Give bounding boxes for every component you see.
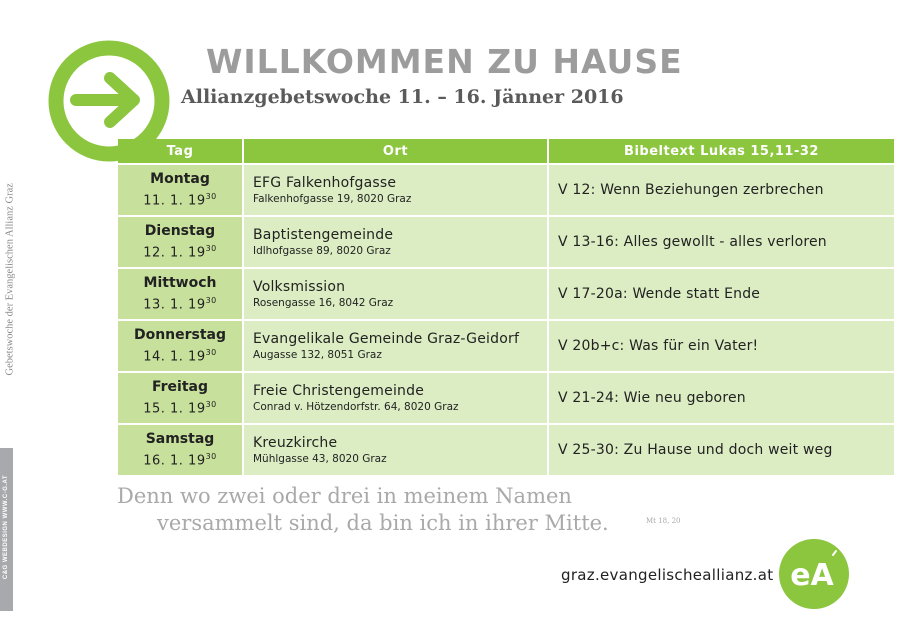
page-subtitle: Allianzgebetswoche 11. – 16. Jänner 2016	[181, 86, 624, 108]
bibletext-cell: V 25-30: Zu Hause und doch weit weg	[548, 424, 894, 475]
table-row	[118, 372, 894, 424]
column-header-place: Ort	[243, 139, 548, 164]
day-cell	[118, 320, 243, 372]
place-cell	[243, 372, 548, 424]
place-name: Freie Christengemeinde	[253, 383, 425, 399]
day-cell	[118, 216, 243, 268]
place-name: Volksmission	[253, 279, 346, 295]
table-header-row	[118, 139, 894, 164]
bibletext-cell: V 21-24: Wie neu geboren	[548, 372, 894, 424]
place-cell	[243, 216, 548, 268]
place-name: EFG Falkenhofgasse	[253, 175, 397, 191]
bibletext-cell: V 13-16: Alles gewollt - alles verloren	[548, 216, 894, 268]
sidebar-vertical-text: Gebetswoche der Evangelischen Allianz Graz	[4, 183, 16, 376]
quote-line-2: versammelt sind, da bin ich in ihrer Mitte.	[157, 511, 609, 535]
table-row	[118, 320, 894, 372]
day-cell	[118, 424, 243, 475]
day-date: 15. 1. $19^{30}$	[143, 400, 217, 417]
day-date: 12. 1. $19^{30}$	[143, 244, 217, 261]
ea-logo-text: eA	[790, 558, 834, 593]
place-name: Evangelikale Gemeinde Graz-Geidorf	[253, 331, 520, 347]
day-date: 11. 1. $19^{30}$	[143, 192, 217, 209]
schedule-table	[118, 139, 894, 475]
place-cell	[243, 268, 548, 320]
place-cell	[243, 424, 548, 475]
ea-logo-icon	[778, 538, 850, 610]
day-name: Donnerstag	[133, 327, 227, 344]
column-header-day: Tag	[118, 139, 243, 164]
place-address: Falkenhofgasse 19, 8020 Graz	[253, 193, 412, 205]
table-row	[118, 164, 894, 216]
place-cell	[243, 320, 548, 372]
quote-line-1: Denn wo zwei oder drei in meinem Namen	[117, 484, 572, 508]
table-row	[118, 268, 894, 320]
bibletext-cell: V 12: Wenn Beziehungen zerbrechen	[548, 164, 894, 216]
bibletext-cell: V 20b+c: Was für ein Vater!	[548, 320, 894, 372]
place-address: Mühlgasse 43, 8020 Graz	[253, 453, 387, 465]
place-address: Idlhofgasse 89, 8020 Graz	[253, 245, 391, 257]
day-cell	[118, 164, 243, 216]
place-address: Rosengasse 16, 8042 Graz	[253, 297, 394, 309]
day-name: Dienstag	[144, 223, 216, 240]
place-cell	[243, 164, 548, 216]
day-cell	[118, 372, 243, 424]
place-name: Baptistengemeinde	[253, 227, 394, 243]
quote-reference: Mt 18, 20	[646, 517, 681, 525]
place-address: Augasse 132, 8051 Graz	[253, 349, 382, 361]
place-address: Conrad v. Hötzendorfstr. 64, 8020 Graz	[253, 401, 459, 413]
day-name: Freitag	[151, 379, 209, 396]
day-name: Samstag	[145, 431, 215, 448]
table-row	[118, 216, 894, 268]
bibletext-cell: V 17-20a: Wende statt Ende	[548, 268, 894, 320]
day-date: 13. 1. $19^{30}$	[143, 296, 217, 313]
table-row	[118, 424, 894, 475]
sidebar-credit-text: C&G WEBDESIGN WWW.C-G.AT	[3, 474, 9, 580]
day-name: Montag	[150, 171, 210, 188]
day-date: 16. 1. $19^{30}$	[143, 452, 217, 469]
page-title: WILLKOMMEN ZU HAUSE	[206, 42, 683, 81]
day-cell	[118, 268, 243, 320]
place-name: Kreuzkirche	[253, 435, 338, 451]
day-date: 14. 1. $19^{30}$	[143, 348, 217, 365]
website-link[interactable]: graz.evangelischeallianz.at	[561, 566, 774, 584]
day-name: Mittwoch	[143, 275, 217, 292]
column-header-bibletext: Bibeltext Lukas 15,11-32	[548, 139, 894, 164]
